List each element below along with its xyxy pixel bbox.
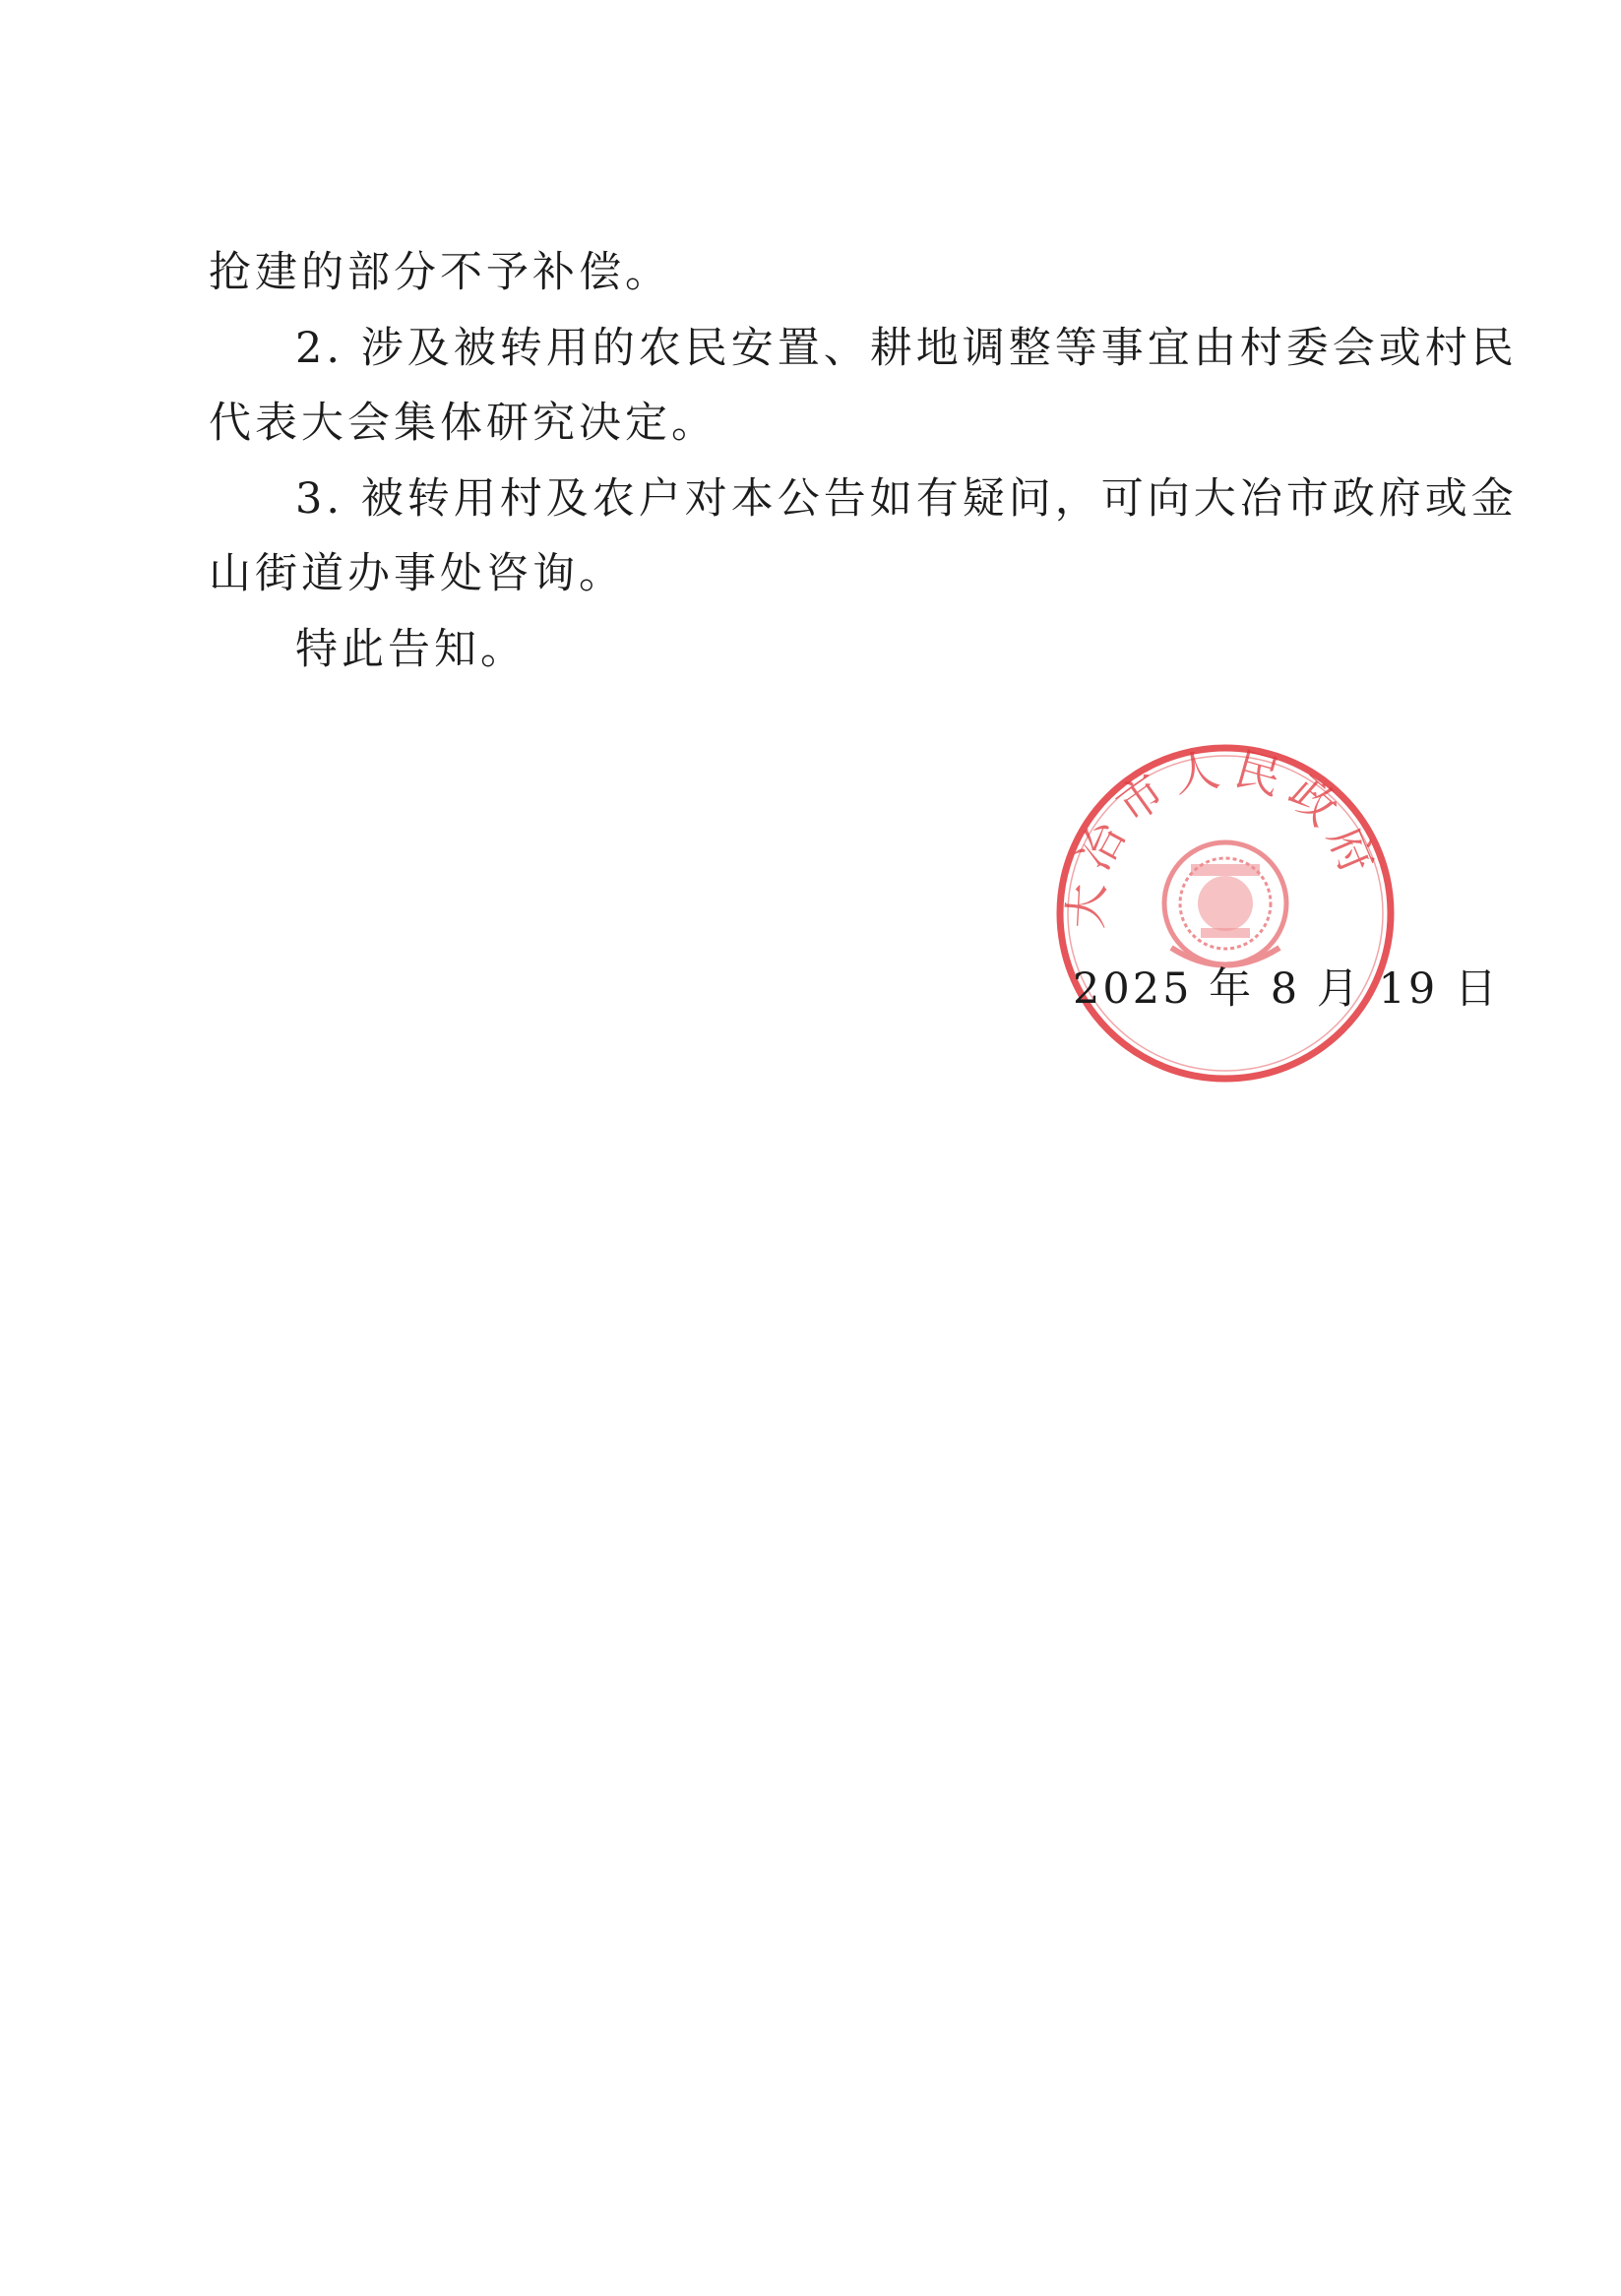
paragraph-continuation: 抢建的部分不予补偿。 [209, 248, 671, 297]
paragraph-item-2-cont: 代表大会集体研究决定。 [209, 399, 717, 448]
paragraph-item-3-cont: 山街道办事处咨询。 [209, 549, 625, 598]
official-seal-icon [1053, 741, 1398, 1086]
paragraph-item-2: 2. 涉及被转用的农民安置、耕地调整等事宜由村委会或村民 [295, 324, 1518, 373]
issue-date: 2025 年 8 月 19 日 [1073, 964, 1500, 1014]
paragraph-item-3: 3. 被转用村及农户对本公告如有疑问，可向大冶市政府或金 [295, 474, 1518, 524]
seal-text: 大冶市人民政府 [1058, 741, 1389, 931]
closing-line: 特此告知。 [295, 625, 527, 674]
seal-emblem [1164, 842, 1286, 965]
